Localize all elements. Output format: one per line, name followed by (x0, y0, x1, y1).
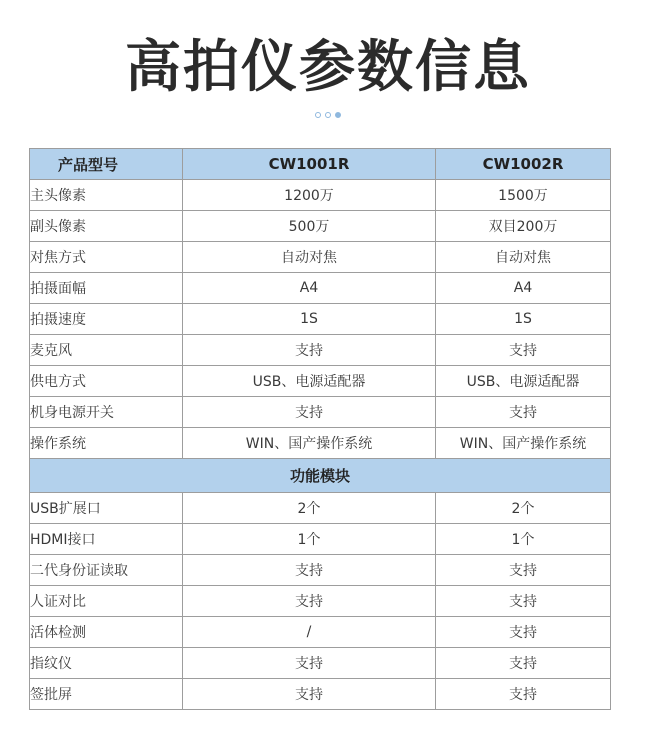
row-label: 操作系统 (30, 428, 183, 459)
row-label: 麦克风 (30, 335, 183, 366)
cell-cw1002r: 自动对焦 (436, 242, 611, 273)
section-title: 功能模块 (30, 459, 611, 493)
table-row (30, 304, 611, 335)
cell-cw1001r: 支持 (183, 648, 436, 679)
cell-cw1002r: 支持 (436, 617, 611, 648)
header-model-cw1001r: CW1001R (183, 149, 436, 180)
table-row (30, 586, 611, 617)
table-row (30, 493, 611, 524)
table-row (30, 211, 611, 242)
cell-cw1002r: 1500万 (436, 180, 611, 211)
cell-cw1001r: 自动对焦 (183, 242, 436, 273)
row-label: 二代身份证读取 (30, 555, 183, 586)
cell-cw1001r: WIN、国产操作系统 (183, 428, 436, 459)
cell-cw1001r: / (183, 617, 436, 648)
cell-cw1002r: 支持 (436, 555, 611, 586)
cell-cw1002r: 1S (436, 304, 611, 335)
cell-cw1002r: 支持 (436, 335, 611, 366)
section-row (30, 459, 611, 493)
cell-cw1002r: USB、电源适配器 (436, 366, 611, 397)
table-row (30, 428, 611, 459)
row-label: 签批屏 (30, 679, 183, 710)
row-label: 对焦方式 (30, 242, 183, 273)
cell-cw1002r: WIN、国产操作系统 (436, 428, 611, 459)
carousel-dot-active[interactable] (335, 112, 341, 118)
cell-cw1001r: USB、电源适配器 (183, 366, 436, 397)
cell-cw1001r: 1个 (183, 524, 436, 555)
cell-cw1001r: 支持 (183, 555, 436, 586)
table-row (30, 648, 611, 679)
row-label: 机身电源开关 (30, 397, 183, 428)
row-label: 拍摄速度 (30, 304, 183, 335)
row-label: 供电方式 (30, 366, 183, 397)
carousel-dot[interactable] (315, 112, 321, 118)
cell-cw1002r: 1个 (436, 524, 611, 555)
table-row (30, 397, 611, 428)
row-label: 指纹仪 (30, 648, 183, 679)
cell-cw1001r: 500万 (183, 211, 436, 242)
table-row (30, 335, 611, 366)
table-row (30, 366, 611, 397)
table-row (30, 273, 611, 304)
table-row (30, 180, 611, 211)
table-row (30, 555, 611, 586)
table-row (30, 242, 611, 273)
cell-cw1001r: A4 (183, 273, 436, 304)
cell-cw1001r: 1200万 (183, 180, 436, 211)
cell-cw1002r: 双目200万 (436, 211, 611, 242)
cell-cw1002r: A4 (436, 273, 611, 304)
cell-cw1001r: 支持 (183, 397, 436, 428)
cell-cw1001r: 1S (183, 304, 436, 335)
row-label: 拍摄面幅 (30, 273, 183, 304)
cell-cw1002r: 支持 (436, 679, 611, 710)
row-label: 人证对比 (30, 586, 183, 617)
table-row (30, 524, 611, 555)
row-label: HDMI接口 (30, 524, 183, 555)
spec-table (29, 148, 611, 710)
cell-cw1001r: 支持 (183, 586, 436, 617)
carousel-indicator (0, 112, 656, 118)
page-title: 高拍仪参数信息 (125, 35, 531, 100)
cell-cw1002r: 支持 (436, 397, 611, 428)
cell-cw1002r: 支持 (436, 586, 611, 617)
table-row (30, 617, 611, 648)
row-label: 副头像素 (30, 211, 183, 242)
header-model-label: 产品型号 (30, 149, 183, 180)
carousel-dot[interactable] (325, 112, 331, 118)
cell-cw1002r: 支持 (436, 648, 611, 679)
table-row (30, 679, 611, 710)
cell-cw1001r: 支持 (183, 679, 436, 710)
row-label: 主头像素 (30, 180, 183, 211)
cell-cw1002r: 2个 (436, 493, 611, 524)
row-label: USB扩展口 (30, 493, 183, 524)
header-model-cw1002r: CW1002R (436, 149, 611, 180)
cell-cw1001r: 支持 (183, 335, 436, 366)
cell-cw1001r: 2个 (183, 493, 436, 524)
row-label: 活体检测 (30, 617, 183, 648)
table-header-row (30, 149, 611, 180)
table-body (30, 180, 611, 710)
